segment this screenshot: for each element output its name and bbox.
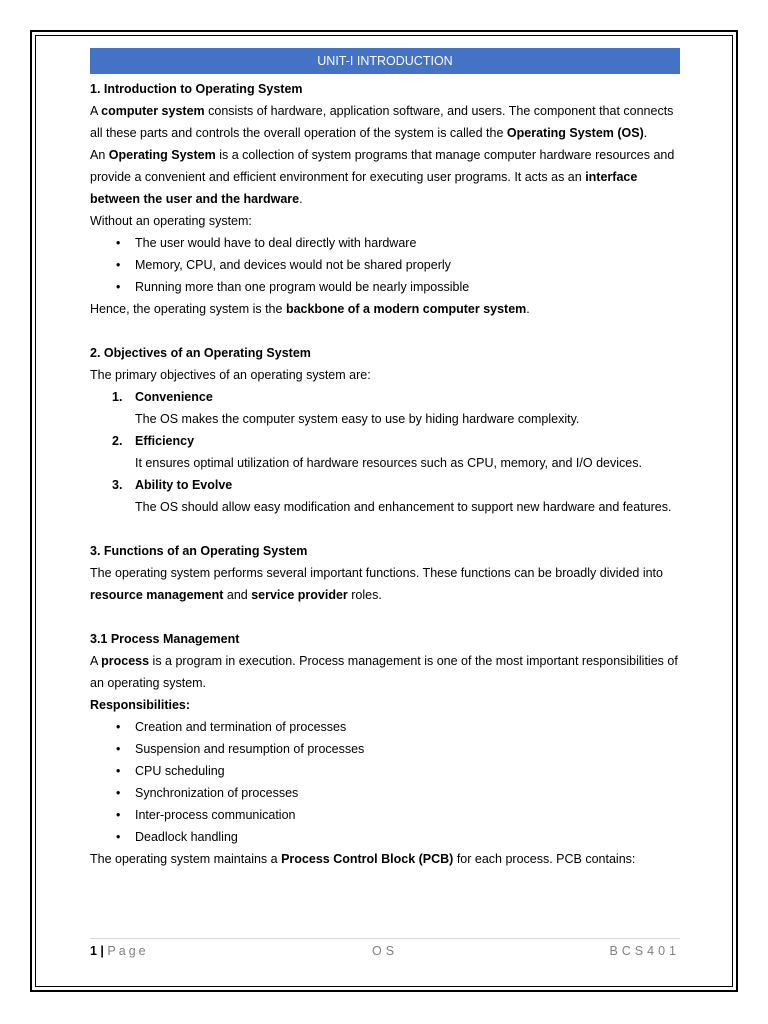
list-item: • CPU scheduling (116, 760, 680, 782)
list-item: • Inter-process communication (116, 804, 680, 826)
list-item: • Running more than one program would be nearly impossible (116, 276, 680, 298)
objective-item: 2. Efficiency It ensures optimal utilization of hardware resources such as CPU, memory, and I/O devices. (112, 434, 642, 470)
footer-subject: OS (371, 944, 399, 958)
responsibilities-label: Responsibilities: (90, 698, 191, 712)
section-1-heading: 1. Introduction to Operating System (90, 82, 303, 96)
page-number: 1 | Page (90, 944, 149, 958)
section-3-paragraph: The operating system performs several important functions. These functions can be broadly divided into resource management and service provider roles. (90, 566, 663, 602)
list-item: • Synchronization of processes (116, 782, 680, 804)
section-1-paragraph-1: A computer system consists of hardware, application software, and users. The component that connects all these parts and controls the overall operation of the system is called the Operating System (OS). (90, 104, 674, 140)
page-footer (90, 938, 680, 958)
unit-banner: UNIT-I INTRODUCTION (90, 48, 680, 74)
list-item: • The user would have to deal directly with hardware (116, 232, 680, 254)
list-item: • Memory, CPU, and devices would not be shared properly (116, 254, 680, 276)
responsibilities-list (90, 716, 680, 848)
pcb-paragraph: The operating system maintains a Process Control Block (PCB) for each process. PCB contains: (90, 852, 636, 866)
section-3-1-heading: 3.1 Process Management (90, 632, 240, 646)
section-3-1-paragraph: A process is a program in execution. Process management is one of the most important responsibilities of an operating system. (90, 654, 678, 690)
without-os-list (90, 232, 680, 298)
section-2-heading: 2. Objectives of an Operating System (90, 346, 311, 360)
section-1-conclusion: Hence, the operating system is the backbone of a modern computer system. (90, 302, 530, 316)
objective-item: 3. Ability to Evolve The OS should allow easy modification and enhancement to support new hardware and features. (112, 478, 672, 514)
footer-course-code: BCS401 (609, 944, 680, 958)
section-2-intro: The primary objectives of an operating system are: (90, 368, 371, 382)
list-item: • Deadlock handling (116, 826, 680, 848)
document-body (90, 48, 680, 870)
list-item: • Suspension and resumption of processes (116, 738, 680, 760)
objectives-list (90, 386, 680, 518)
without-os-intro: Without an operating system: (90, 214, 252, 228)
list-item: • Creation and termination of processes (116, 716, 680, 738)
section-3-heading: 3. Functions of an Operating System (90, 544, 308, 558)
section-1-paragraph-2: An Operating System is a collection of system programs that manage computer hardware resources and provide a convenient and efficient environment for executing user programs. It acts as an interface between the user and the hardware. (90, 148, 675, 206)
objective-item: 1. Convenience The OS makes the computer system easy to use by hiding hardware complexity. (112, 390, 580, 426)
